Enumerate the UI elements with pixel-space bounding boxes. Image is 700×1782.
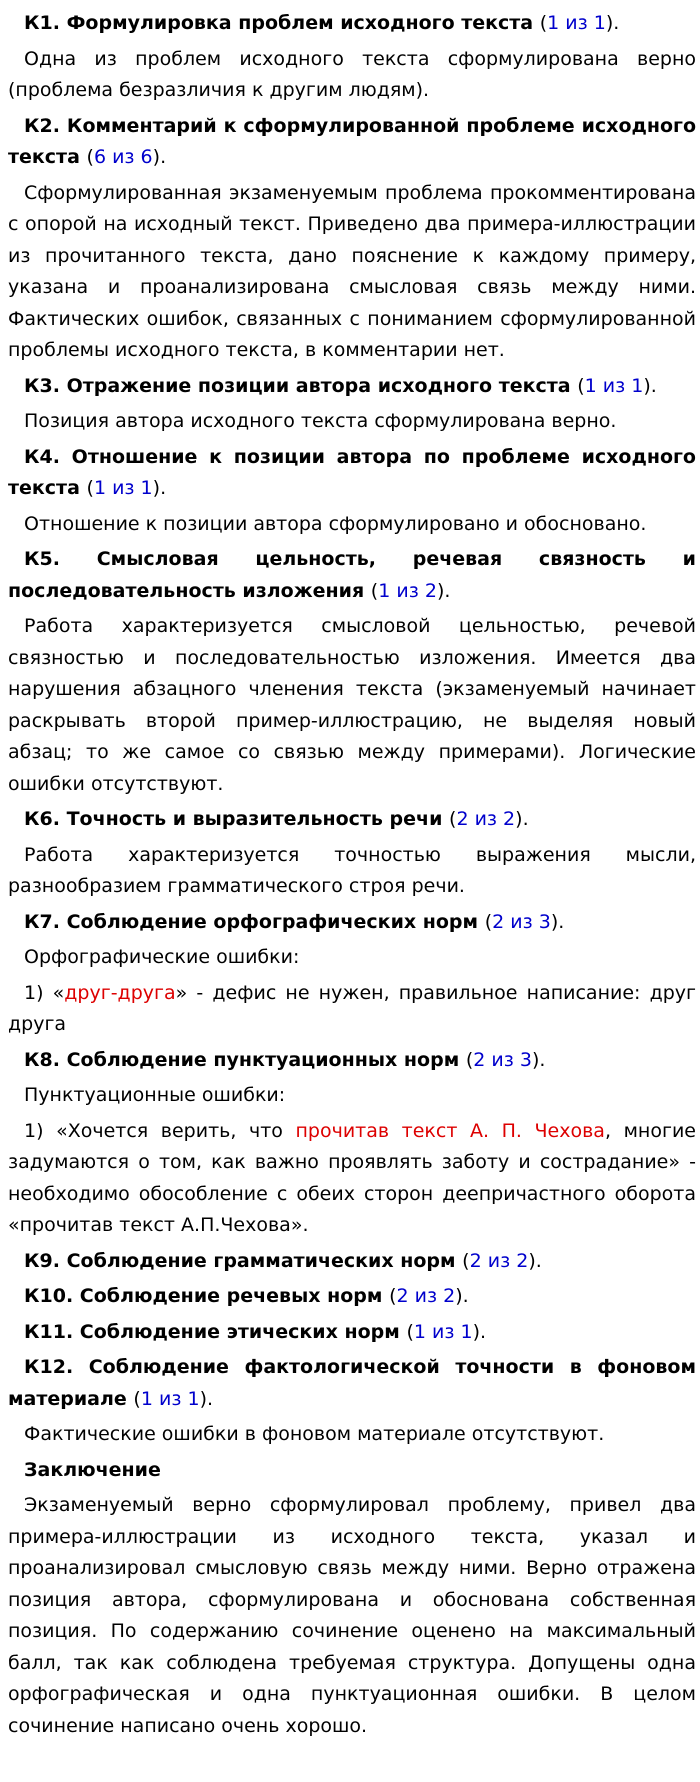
criterion-k12-comment: Фактические ошибки в фоновом материале отсутствуют.: [24, 1423, 605, 1445]
criterion-score: (1 из 2).: [370, 579, 451, 602]
score-value: 2 из 3: [492, 910, 551, 933]
criterion-k11-heading: [8, 1317, 696, 1349]
error-explanation: » - дефис не нужен, правильное написание: друг друга: [8, 981, 696, 1035]
criterion-title: К5. Смысловая цельность, речевая связность и последовательность изложения: [8, 548, 696, 602]
score-value: 2 из 2: [456, 808, 516, 830]
score-value: 1 из 1: [140, 1387, 200, 1410]
criterion-score: (2 из 2).: [389, 1285, 469, 1307]
error-highlight: прочитав текст А. П. Чехова: [295, 1119, 605, 1142]
score-value: 1 из 2: [378, 579, 437, 602]
criterion-title: К12. Соблюдение фактологической точности в фоновом материале: [8, 1356, 696, 1410]
criterion-k2-heading: [8, 111, 696, 174]
criterion-score: (2 из 3).: [484, 910, 565, 933]
error-highlight: друг-друга: [64, 981, 176, 1004]
criterion-k9-heading: [8, 1246, 696, 1278]
criterion-k3-comment: Позиция автора исходного текста сформулирована верно.: [24, 410, 617, 432]
criterion-title: К3. Отражение позиции автора исходного текста: [24, 374, 571, 397]
criterion-title: К8. Соблюдение пунктуационных норм: [24, 1048, 460, 1071]
criterion-score: (2 из 2).: [449, 808, 529, 830]
criterion-title: К9. Соблюдение грамматических норм: [24, 1249, 456, 1272]
criterion-k4-comment: Отношение к позиции автора сформулировано и обосновано.: [24, 512, 647, 535]
criterion-k6-comment: Работа характеризуется точностью выражения мысли, разнообразием грамматического строя речи.: [8, 843, 696, 897]
criterion-k2-comment: Сформулированная экзаменуемым проблема прокомментирована с опорой на исходный текст. Приведено два примера-иллюстрации из прочитанного текста, дано пояснение к каждому примеру, указана и проанализирована смысловая связь между ними. Фактических ошибок, связанных с пониманием сформулированной проблемы исходного текста, в комментарии нет.: [8, 181, 696, 361]
criterion-k6-heading: [8, 804, 696, 836]
score-value: 2 из 2: [469, 1249, 529, 1272]
criterion-score: (6 из 6).: [86, 146, 167, 168]
score-value: 1 из 1: [584, 374, 644, 397]
criterion-title: К6. Точность и выразительность речи: [24, 808, 443, 830]
criterion-title: К4. Отношение к позиции автора по проблеме исходного текста: [8, 445, 696, 499]
error-explanation: , многие задумаются о том, как важно проявлять заботу и сострадание» - необходимо обособление с обеих сторон деепричастного оборота «прочитав текст А.П.Чехова».: [8, 1119, 696, 1236]
criterion-score: (2 из 2).: [462, 1249, 542, 1272]
criterion-score: (2 из 3).: [465, 1048, 546, 1071]
criterion-title: К1. Формулировка проблем исходного текста: [24, 12, 534, 34]
score-value: 6 из 6: [93, 146, 153, 168]
spelling-error-item: [8, 978, 696, 1041]
criterion-title: К7. Соблюдение орфографических норм: [24, 910, 479, 933]
criterion-title: К11. Соблюдение этических норм: [24, 1320, 400, 1343]
score-value: 2 из 3: [473, 1048, 532, 1071]
conclusion-text: Экзаменуемый верно сформулировал проблему, привел два примера-иллюстрации из исходного текста, указал и проанализировал смысловую связь между ними. Верно отражена позиция автора, сформулирована и обоснована собственная позиция. По содержанию сочинение оценено на максимальный балл, так как соблюдена требуемая структура. Допущены одна орфографическая и одна пунктуационная ошибки. В целом сочинение написано очень хорошо.: [8, 1494, 696, 1737]
conclusion-heading: Заключение: [24, 1458, 161, 1481]
score-value: 2 из 2: [396, 1285, 456, 1307]
criterion-score: (1 из 1).: [86, 477, 167, 499]
criterion-k10-heading: [8, 1281, 696, 1313]
criterion-k12-heading: [8, 1352, 696, 1415]
criterion-k8-heading: [8, 1045, 696, 1077]
criterion-k4-heading: [8, 442, 696, 505]
criterion-k5-heading: [8, 544, 696, 607]
error-prefix: 1) «: [24, 981, 65, 1004]
criterion-k7-errors-label: Орфографические ошибки:: [24, 946, 300, 968]
criterion-title: К10. Соблюдение речевых норм: [24, 1285, 383, 1307]
score-value: 1 из 1: [93, 477, 153, 499]
criterion-k8-errors-label: Пунктуационные ошибки:: [24, 1084, 286, 1106]
error-prefix: 1) «Хочется верить, что: [24, 1119, 296, 1142]
criterion-score: (1 из 1).: [539, 12, 620, 34]
score-value: 1 из 1: [547, 12, 606, 34]
criterion-k1-heading: [8, 8, 696, 40]
criterion-k3-heading: [8, 371, 696, 403]
criterion-score: (1 из 1).: [133, 1387, 214, 1410]
score-value: 1 из 1: [413, 1320, 473, 1343]
criterion-title: К2. Комментарий к сформулированной проблеме исходного текста: [8, 114, 696, 168]
criterion-k1-comment: Одна из проблем исходного текста сформулирована верно (проблема безразличия к другим людям).: [8, 47, 696, 101]
criterion-k5-comment: Работа характеризуется смысловой цельностью, речевой связностью и последовательностью изложения. Имеется два нарушения абзацного членения текста (экзаменуемый начинает раскрывать второй пример-иллюстрацию, не выделяя новый абзац; то же самое со связью между примерами). Логические ошибки отсутствуют.: [8, 615, 696, 795]
punctuation-error-item: [8, 1116, 696, 1242]
criterion-score: (1 из 1).: [406, 1320, 487, 1343]
criterion-score: (1 из 1).: [577, 374, 657, 397]
criterion-k7-heading: [8, 907, 696, 939]
